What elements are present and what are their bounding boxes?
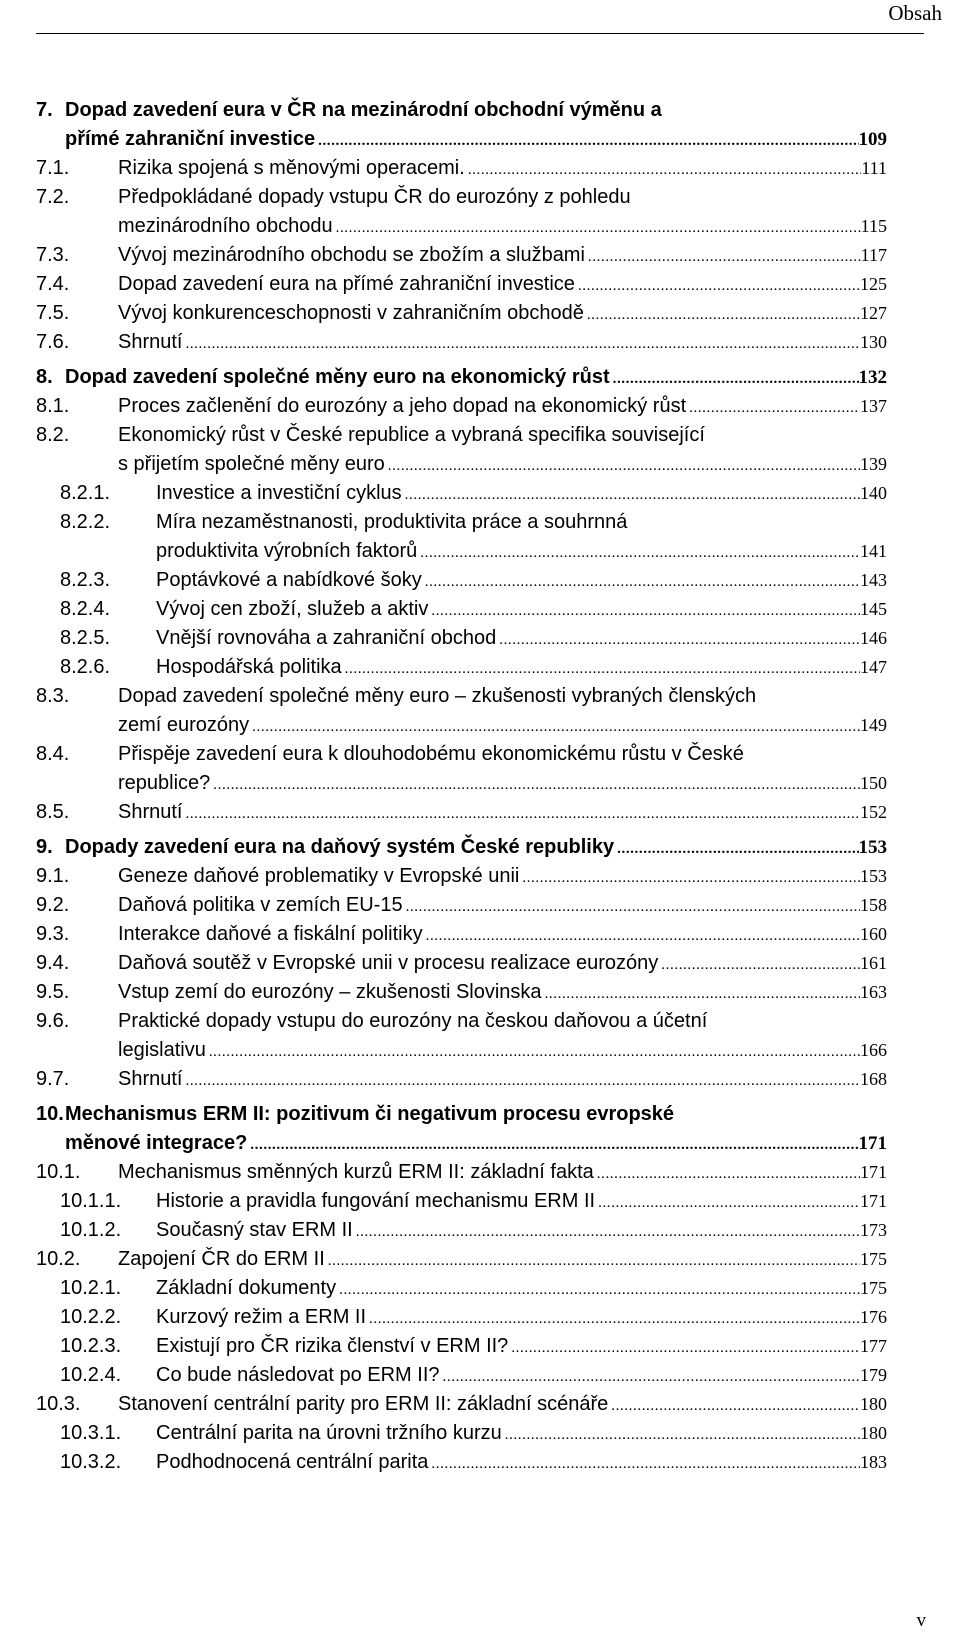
toc-title-line[interactable]	[65, 125, 887, 156]
toc-title: Daňová politika v zemích EU-15	[118, 894, 403, 916]
toc-section-number: 7.	[36, 99, 53, 121]
toc-title: Předpokládané dopady vstupu ČR do eurozóny z pohledu	[118, 186, 631, 208]
dot-leader	[686, 394, 860, 423]
toc-section-number: 8.2.5.	[60, 627, 111, 649]
toc-entry-line	[36, 1245, 887, 1274]
toc-page-number: 176	[860, 1307, 887, 1327]
toc-section-number: 8.5.	[36, 801, 70, 823]
dot-leader	[182, 1067, 860, 1096]
toc-entry-line	[36, 241, 887, 270]
toc-title-line[interactable]	[65, 1100, 887, 1129]
toc-entry-line	[36, 624, 887, 653]
toc-title-line[interactable]	[118, 183, 887, 212]
toc-section-number: 9.	[36, 836, 53, 858]
dot-leader	[210, 771, 860, 800]
toc-section-number: 10.2.2.	[60, 1306, 122, 1328]
toc-entry-line	[36, 270, 887, 299]
toc-title: Interakce daňové a fiskální politiky	[118, 923, 423, 945]
dot-leader	[465, 156, 862, 185]
toc-title-line[interactable]	[118, 154, 887, 185]
toc-page-number: 153	[860, 866, 887, 886]
toc-entry-line	[36, 1065, 887, 1094]
toc-entry-line	[36, 740, 887, 769]
toc-entry-line	[36, 392, 887, 421]
toc-title: přímé zahraniční investice	[65, 128, 316, 150]
toc-title: Zapojení ČR do ERM II	[118, 1248, 325, 1270]
toc-entry-line	[36, 920, 887, 949]
toc-title-line[interactable]	[65, 363, 887, 394]
toc-title-line[interactable]	[118, 798, 887, 829]
toc-section-number: 10.2.1.	[60, 1277, 122, 1299]
toc-entry-line	[36, 798, 887, 827]
header-rule	[36, 33, 924, 34]
toc-title: Vývoj konkurenceschopnosti v zahraničním obchodě	[118, 302, 584, 324]
toc-title: republice?	[118, 772, 211, 794]
toc-title-line[interactable]	[118, 212, 887, 243]
toc-entry-line	[36, 862, 887, 891]
toc-page-number: 111	[861, 158, 887, 178]
toc-section-number: 10.3.1.	[60, 1422, 122, 1444]
toc-page-number: 145	[860, 599, 887, 619]
toc-title-line[interactable]	[156, 1448, 887, 1479]
toc-section-number: 8.2.3.	[60, 569, 111, 591]
toc-title-line[interactable]	[118, 769, 887, 800]
toc-page-number: 115	[860, 216, 887, 236]
toc-entry-line	[36, 566, 887, 595]
toc-chapter-line	[36, 96, 887, 125]
toc-page-number: 143	[860, 570, 887, 590]
toc-title-line[interactable]	[118, 920, 887, 951]
toc-page-number: 180	[860, 1394, 887, 1414]
toc-title-line[interactable]	[156, 566, 887, 597]
toc-title: Historie a pravidla fungování mechanismu ERM II	[156, 1190, 596, 1212]
toc-page-number: 125	[860, 274, 887, 294]
toc-title: Rizika spojená s měnovými operacemi.	[118, 157, 465, 179]
toc-page-number: 163	[860, 982, 887, 1002]
dot-leader	[595, 1189, 860, 1218]
toc-page-number: 171	[860, 1191, 887, 1211]
dot-leader	[336, 1276, 860, 1305]
toc-page-number: 161	[860, 953, 887, 973]
toc-page-number: 152	[860, 802, 887, 822]
toc-title-line[interactable]	[156, 1361, 887, 1392]
toc-entry-line	[36, 450, 887, 479]
toc-section-number: 7.5.	[36, 302, 70, 324]
toc-page-number: 180	[860, 1423, 887, 1443]
dot-leader	[584, 301, 860, 330]
toc-title: mezinárodního obchodu	[118, 215, 333, 237]
toc-title: Ekonomický růst v České republice a vybraná specifika související	[118, 424, 705, 446]
running-header: Obsah	[888, 1, 942, 25]
toc-title: Mechanismus ERM II: pozitivum či negativum procesu evropské	[65, 1103, 675, 1125]
toc-page-number: 140	[860, 483, 887, 503]
toc-title-line[interactable]	[156, 537, 887, 568]
toc-section-number: 8.2.1.	[60, 482, 111, 504]
toc-title: Existují pro ČR rizika členství v ERM II?	[156, 1335, 509, 1357]
toc-section-number: 10.2.	[36, 1248, 81, 1270]
toc-title-line[interactable]	[156, 1303, 887, 1334]
toc-entry-line	[36, 212, 887, 241]
toc-page-number: 175	[860, 1249, 887, 1269]
toc-section-number: 7.6.	[36, 331, 70, 353]
toc-section-number: 8.2.4.	[60, 598, 111, 620]
toc-entry-line	[36, 479, 887, 508]
dot-leader	[417, 539, 860, 568]
toc-section-number: 8.3.	[36, 685, 70, 707]
toc-entry-line	[36, 154, 887, 183]
toc-title: Proces začlenění do eurozóny a jeho dopad na ekonomický růst	[118, 395, 687, 417]
toc-section-number: 8.	[36, 366, 53, 388]
toc-section-number: 8.4.	[36, 743, 70, 765]
dot-leader	[608, 1392, 860, 1421]
toc-entry-line	[36, 1274, 887, 1303]
dot-leader	[575, 272, 860, 301]
dot-leader	[594, 1160, 860, 1189]
dot-leader	[610, 365, 859, 394]
dot-leader	[423, 922, 860, 951]
toc-entry-line	[36, 328, 887, 357]
toc-page-number: 179	[860, 1365, 887, 1385]
toc-entry-line	[36, 1187, 887, 1216]
dot-leader	[496, 626, 860, 655]
toc-entry-line	[36, 1448, 887, 1477]
toc-title: Míra nezaměstnanosti, produktivita práce a souhrnná	[156, 511, 628, 533]
toc-page-number: 168	[860, 1069, 887, 1089]
dot-leader	[366, 1305, 860, 1334]
dot-leader	[428, 597, 860, 626]
toc-title: Mechanismus směnných kurzů ERM II: základní fakta	[118, 1161, 594, 1183]
toc-page-number: 173	[860, 1220, 887, 1240]
toc-title: Kurzový režim a ERM II	[156, 1306, 367, 1328]
toc-entry-line	[36, 537, 887, 566]
toc-entry-line	[36, 711, 887, 740]
toc-title-line[interactable]	[118, 421, 887, 450]
toc-entry-line	[36, 1158, 887, 1187]
toc-entry-line	[36, 421, 887, 450]
toc-title-line[interactable]	[118, 392, 887, 423]
toc-title: zemí eurozóny	[118, 714, 250, 736]
toc-section-number: 10.3.	[36, 1393, 81, 1415]
toc-title-line[interactable]	[118, 862, 887, 893]
toc-page-number: 166	[860, 1040, 887, 1060]
toc-title-line[interactable]	[156, 1419, 887, 1450]
toc-entry-line	[36, 978, 887, 1007]
toc-title: Vývoj cen zboží, služeb a aktiv	[156, 598, 429, 620]
toc-title-line[interactable]	[118, 740, 887, 769]
toc-section-number: 9.4.	[36, 952, 70, 974]
toc-title: Praktické dopady vstupu do eurozóny na českou daňovou a účetní	[118, 1010, 708, 1032]
dot-leader	[182, 800, 860, 829]
toc-title: produktivita výrobních faktorů	[156, 540, 418, 562]
toc-page-number: 158	[860, 895, 887, 915]
toc-title: Dopad zavedení eura na přímé zahraniční investice	[118, 273, 575, 295]
dot-leader	[247, 1131, 858, 1160]
toc-title: Vnější rovnováha a zahraniční obchod	[156, 627, 497, 649]
toc-title-line[interactable]	[156, 1332, 887, 1363]
toc-title: Vstup zemí do eurozóny – zkušenosti Slovinska	[118, 981, 542, 1003]
toc-title-line[interactable]	[118, 1065, 887, 1096]
toc-page-number: 147	[860, 657, 887, 677]
dot-leader	[585, 243, 861, 272]
toc-title-line[interactable]	[156, 1216, 887, 1247]
dot-leader	[502, 1421, 860, 1450]
dot-leader	[508, 1334, 860, 1363]
toc-entry-line	[36, 1390, 887, 1419]
toc-section-number: 9.7.	[36, 1068, 70, 1090]
dot-leader	[333, 214, 861, 243]
toc-title-line[interactable]	[118, 241, 887, 272]
toc-page-number: 183	[860, 1452, 887, 1472]
toc-page-number: 139	[860, 454, 887, 474]
toc-page-number: 109	[858, 129, 887, 150]
toc-title: Přispěje zavedení eura k dlouhodobému ekonomickému růstu v České	[118, 743, 744, 765]
toc-title: Stanovení centrální parity pro ERM II: základní scénáře	[118, 1393, 609, 1415]
toc-chapter-line	[36, 1129, 887, 1158]
toc-entry-line	[36, 299, 887, 328]
toc-entry-line	[36, 1216, 887, 1245]
toc-entry-line	[36, 891, 887, 920]
toc-page-number: 150	[860, 773, 887, 793]
toc-entry-line	[36, 1361, 887, 1390]
toc-title-line[interactable]	[118, 682, 887, 711]
toc-title-line[interactable]	[65, 833, 887, 864]
toc-title: Hospodářská politika	[156, 656, 342, 678]
toc-section-number: 7.4.	[36, 273, 70, 295]
toc-title: Shrnutí	[118, 1068, 183, 1090]
toc-title-line[interactable]	[118, 1158, 887, 1189]
toc-page-number: 171	[860, 1162, 887, 1182]
toc-page-number: 160	[860, 924, 887, 944]
toc-title: Podhodnocená centrální parita	[156, 1451, 429, 1473]
toc-page-number: 127	[860, 303, 887, 323]
toc-page-number: 137	[860, 396, 887, 416]
toc-title: Co bude následovat po ERM II?	[156, 1364, 440, 1386]
toc-title-line[interactable]	[118, 891, 887, 922]
toc-page-number: 141	[860, 541, 887, 561]
toc-entry-line	[36, 769, 887, 798]
toc-title-line[interactable]	[118, 1390, 887, 1421]
toc-section-number: 7.3.	[36, 244, 70, 266]
toc-title-line[interactable]	[156, 508, 887, 537]
toc-entry-line	[36, 1007, 887, 1036]
dot-leader	[428, 1450, 860, 1479]
toc-title-line[interactable]	[118, 978, 887, 1009]
toc-title: Centrální parita na úrovni tržního kurzu	[156, 1422, 502, 1444]
toc-section-number: 10.1.	[36, 1161, 81, 1183]
dot-leader	[206, 1038, 860, 1067]
dot-leader	[249, 713, 860, 742]
toc-title-line[interactable]	[156, 1274, 887, 1305]
toc-title-line[interactable]	[156, 653, 887, 684]
dot-leader	[440, 1363, 860, 1392]
toc-title: legislativu	[118, 1039, 206, 1061]
toc-title: Dopad zavedení společné měny euro – zkušenosti vybraných členských	[118, 685, 757, 707]
toc-title-line[interactable]	[65, 1129, 887, 1160]
dot-leader	[422, 568, 860, 597]
toc-entry-line	[36, 1332, 887, 1361]
toc-section-number: 10.2.4.	[60, 1364, 122, 1386]
toc-title: Dopad zavedení společné měny euro na ekonomický růst	[65, 366, 610, 388]
toc-title-line[interactable]	[118, 1007, 887, 1036]
toc-title: Vývoj mezinárodního obchodu se zbožím a službami	[118, 244, 585, 266]
toc-title-line[interactable]	[118, 711, 887, 742]
toc-section-number: 10.3.2.	[60, 1451, 122, 1473]
toc-title: Základní dokumenty	[156, 1277, 337, 1299]
toc-section-number: 9.1.	[36, 865, 70, 887]
toc-section-number: 7.2.	[36, 186, 70, 208]
toc-entry-line	[36, 1303, 887, 1332]
dot-leader	[402, 481, 860, 510]
toc-title-line[interactable]	[118, 270, 887, 301]
toc-page-number: 171	[858, 1133, 887, 1154]
toc-section-number: 8.1.	[36, 395, 70, 417]
toc-title: Dopady zavedení eura na daňový systém České republiky	[65, 836, 615, 858]
toc-title-line[interactable]	[156, 479, 887, 510]
toc-section-number: 9.5.	[36, 981, 70, 1003]
toc-section-number: 8.2.2.	[60, 511, 111, 533]
toc-entry-line	[36, 1419, 887, 1448]
toc-chapter-line	[36, 363, 887, 392]
toc-page-number: 130	[860, 332, 887, 352]
dot-leader	[658, 951, 860, 980]
toc-title-line[interactable]	[118, 1245, 887, 1276]
toc-entry-line	[36, 1036, 887, 1065]
toc-section-number: 8.2.6.	[60, 656, 111, 678]
toc-chapter-line	[36, 833, 887, 862]
toc-entry-line	[36, 508, 887, 537]
toc-title-line[interactable]	[118, 299, 887, 330]
toc-title: Dopad zavedení eura v ČR na mezinárodní obchodní výměnu a	[65, 99, 662, 121]
dot-leader	[403, 893, 860, 922]
toc-section-number: 10.1.2.	[60, 1219, 122, 1241]
dot-leader	[342, 655, 860, 684]
toc-title-line[interactable]	[118, 450, 887, 481]
toc-title: měnové integrace?	[65, 1132, 248, 1154]
toc-page-number: 175	[860, 1278, 887, 1298]
toc-title: Shrnutí	[118, 331, 183, 353]
dot-leader	[182, 330, 860, 359]
page-number: v	[916, 1610, 926, 1631]
toc-title: Investice a investiční cyklus	[156, 482, 402, 504]
toc-section-number: 8.2.	[36, 424, 70, 446]
toc-title: Daňová soutěž v Evropské unii v procesu realizace eurozóny	[118, 952, 659, 974]
toc-title-line[interactable]	[156, 624, 887, 655]
toc-chapter-line	[36, 1100, 887, 1129]
toc-page-number: 117	[860, 245, 887, 265]
dot-leader	[542, 980, 860, 1009]
toc-title-line[interactable]	[118, 949, 887, 980]
toc-title: s přijetím společné měny euro	[118, 453, 385, 475]
toc-entry-line	[36, 595, 887, 624]
toc-section-number: 9.3.	[36, 923, 70, 945]
toc-title-line[interactable]	[156, 595, 887, 626]
toc-page-number: 149	[860, 715, 887, 735]
toc-page-number: 146	[860, 628, 887, 648]
toc-chapter-line	[36, 125, 887, 154]
toc-title-line[interactable]	[118, 1036, 887, 1067]
toc-title-line[interactable]	[156, 1187, 887, 1218]
dot-leader	[519, 864, 860, 893]
table-of-contents	[36, 96, 887, 1477]
toc-title-line[interactable]	[65, 96, 887, 125]
dot-leader	[353, 1218, 860, 1247]
toc-title: Současný stav ERM II	[156, 1219, 353, 1241]
toc-section-number: 10.1.1.	[60, 1190, 122, 1212]
toc-entry-line	[36, 653, 887, 682]
toc-section-number: 7.1.	[36, 157, 70, 179]
dot-leader	[325, 1247, 860, 1276]
toc-section-number: 10.	[36, 1103, 64, 1125]
toc-title: Poptávkové a nabídkové šoky	[156, 569, 422, 591]
toc-page-number: 132	[858, 367, 887, 388]
toc-title-line[interactable]	[118, 328, 887, 359]
toc-page-number: 177	[860, 1336, 887, 1356]
toc-entry-line	[36, 682, 887, 711]
toc-entry-line	[36, 183, 887, 212]
toc-section-number: 9.6.	[36, 1010, 70, 1032]
toc-entry-line	[36, 949, 887, 978]
toc-section-number: 9.2.	[36, 894, 70, 916]
dot-leader	[315, 127, 858, 156]
toc-page-number: 153	[858, 837, 887, 858]
toc-title: Shrnutí	[118, 801, 183, 823]
dot-leader	[385, 452, 860, 481]
toc-title: Geneze daňové problematiky v Evropské unii	[118, 865, 520, 887]
dot-leader	[614, 835, 858, 864]
toc-section-number: 10.2.3.	[60, 1335, 122, 1357]
